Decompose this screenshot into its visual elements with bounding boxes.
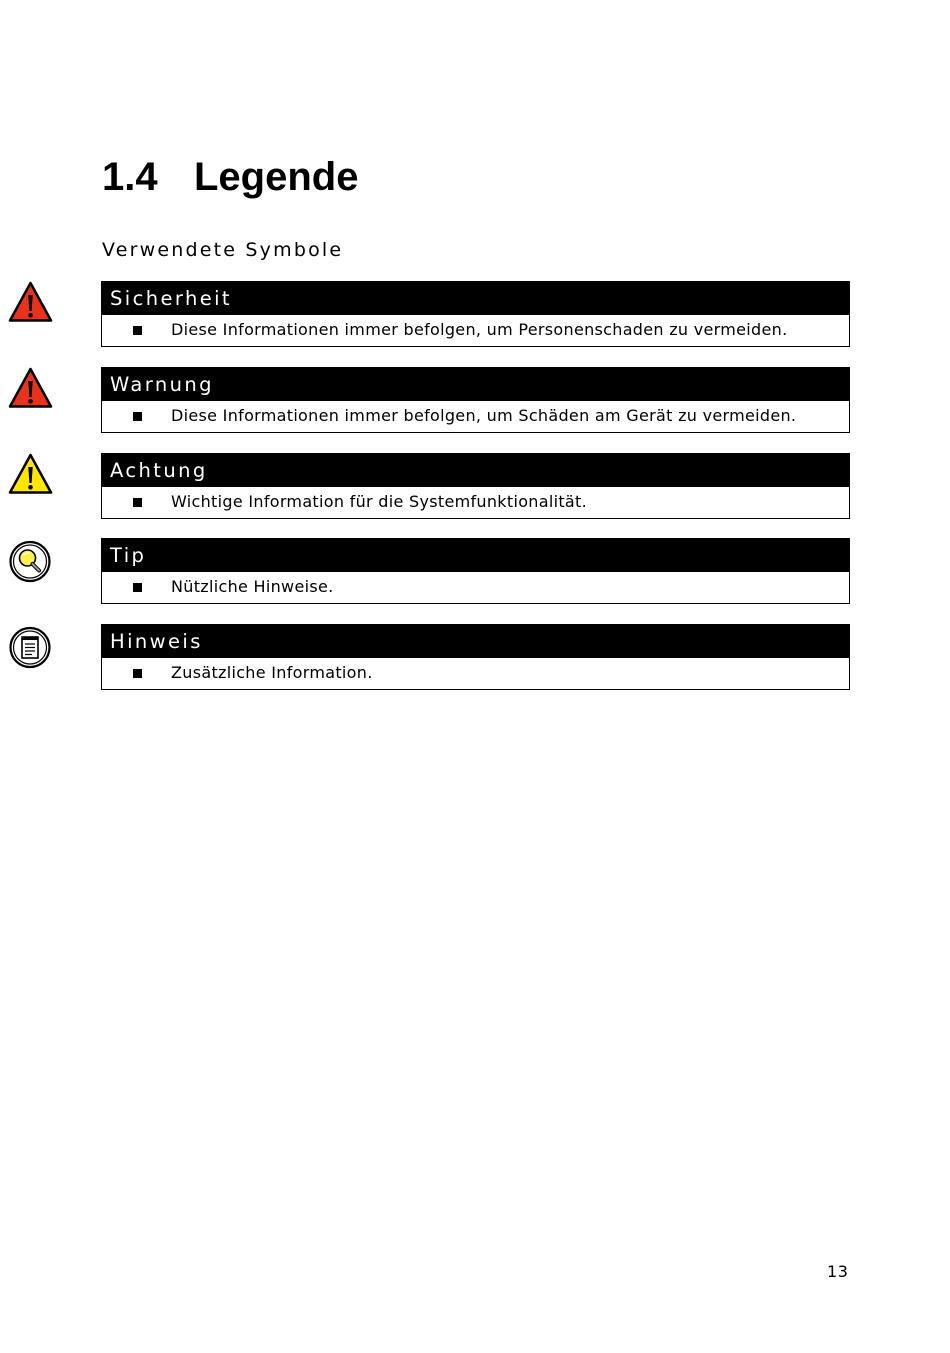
legend-label: Tip xyxy=(102,539,849,572)
legend-block-hinweis xyxy=(101,624,850,690)
bullet-square xyxy=(133,412,142,421)
bullet-square xyxy=(133,583,142,592)
legend-block-achtung xyxy=(101,453,850,519)
legend-block-tip xyxy=(101,538,850,604)
bullet-square xyxy=(133,326,142,335)
legend-description: Diese Informationen immer befolgen, um Schäden am Gerät zu vermeiden. xyxy=(171,406,797,425)
bullet-square xyxy=(133,498,142,507)
list-item xyxy=(102,572,849,603)
page-number: 13 xyxy=(827,1262,849,1281)
list-item xyxy=(102,487,849,518)
red-warning-triangle-icon xyxy=(8,281,53,326)
yellow-warning-triangle-icon xyxy=(8,453,53,498)
red-warning-triangle-icon xyxy=(8,367,53,412)
section-number: 1.4 xyxy=(102,155,158,199)
legend-description: Wichtige Information für die Systemfunktionalität. xyxy=(171,492,587,511)
subtitle: Verwendete Symbole xyxy=(102,239,344,261)
list-item xyxy=(102,401,849,432)
legend-description: Zusätzliche Information. xyxy=(171,663,373,682)
legend-description: Diese Informationen immer befolgen, um Personenschaden zu vermeiden. xyxy=(171,320,788,339)
legend-label: Warnung xyxy=(102,368,849,401)
legend-description: Nützliche Hinweise. xyxy=(171,577,334,596)
legend-block-warnung xyxy=(101,367,850,433)
section-title: Legende xyxy=(194,155,359,199)
legend-label: Hinweis xyxy=(102,625,849,658)
notepad-icon xyxy=(8,625,53,670)
legend-label: Sicherheit xyxy=(102,282,849,315)
legend-label: Achtung xyxy=(102,454,849,487)
bullet-square xyxy=(133,669,142,678)
legend-block-sicherheit xyxy=(101,281,850,347)
list-item xyxy=(102,658,849,689)
lightbulb-icon xyxy=(8,539,53,584)
list-item xyxy=(102,315,849,346)
